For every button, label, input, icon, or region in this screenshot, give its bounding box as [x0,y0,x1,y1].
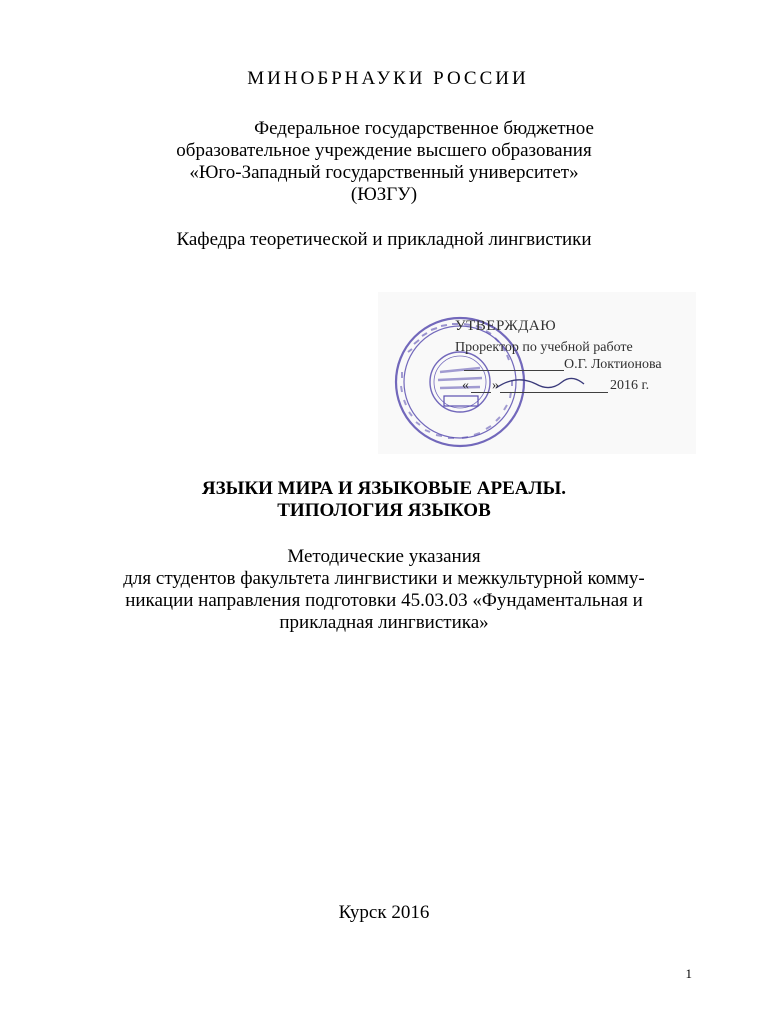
date-day-line [471,392,491,393]
approval-heading: УТВЕРЖДАЮ [455,318,557,334]
place-and-year: Курск 2016 [338,902,430,923]
institution-abbrev: (ЮЗГУ) [350,184,418,205]
official-stamp-seal [378,292,696,454]
approver-name: О.Г. Локтионова [564,357,662,372]
institution-line-2: образовательное учреждение высшего образования [176,140,592,161]
approval-year: 2016 г. [610,378,650,393]
department-name: Кафедра теоретической и прикладной лингвистики [176,229,592,250]
subtitle-line-2: для студентов факультета лингвистики и межкультурной комму- [123,568,645,589]
date-quote-close: » [492,378,499,393]
page-number: 1 [685,966,692,981]
approval-position: Проректор по учебной работе [455,340,633,355]
institution-line-1: Федеральное государственное бюджетное [254,118,594,139]
subtitle-line-4: прикладная лингвистика» [279,612,489,633]
subtitle-line-3: никации направления подготовки 45.03.03 «Фундаментальная и [125,590,643,611]
date-quote-open: « [462,378,469,393]
signature-line [464,370,564,371]
date-month-line [500,392,608,393]
ministry-name: МИНОБРНАУКИ РОССИИ [247,68,529,89]
document-title-line-1: ЯЗЫКИ МИРА И ЯЗЫКОВЫЕ АРЕАЛЫ. [201,478,567,499]
document-title-line-2: ТИПОЛОГИЯ ЯЗЫКОВ [277,500,491,521]
institution-line-3: «Юго-Западный государственный университет» [189,162,579,183]
approval-block [378,292,696,454]
subtitle-line-1: Методические указания [287,546,481,567]
